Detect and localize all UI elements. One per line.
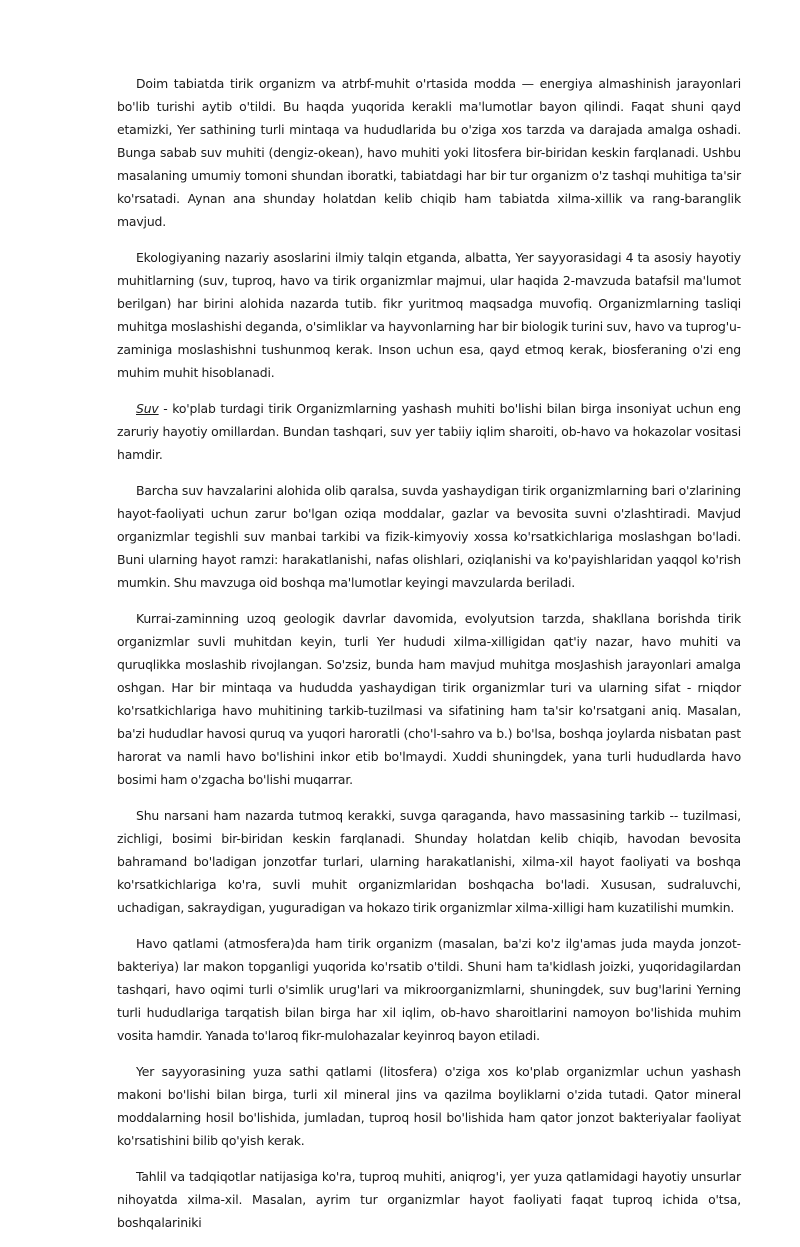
- paragraph-2: [117, 246, 741, 384]
- paragraph-9: [117, 1165, 741, 1234]
- paragraph-text: Kurrai-zaminning uzoq geologik davrlar davomida, evolyutsion tarzda, shakllana borishda tirik organizmlar suvli muhitdan keyin, turli Yer hududi xilma-xilligidan qat'iy nazar, havo muhiti va quruqlikka moslashib rivojlangan. So'zsiz, bunda ham mavjud muhitga mosJashish jarayonlari amalga oshgan. Har bir mintaqa va hududda yashaydigan tirik organizmlar turi va ularning sifat - rniqdor ko'rsatkichlariga havo muhitining tarkib-tuzilmasi va sifatining ham ta'sir ko'rsatgani aniq. Masalan, ba'zi hududlar havosi quruq va yuqori haroratli (cho'l-sahro va b.) bo'lsa, boshqa joylarda nisbatan past harorat va namli havo bo'lishini inkor etib bo'lmaydi. Xuddi shuningdek, yana turli hududlarda havo bosimi ham o'zgacha bo'lishi muqarrar.: [117, 611, 741, 787]
- paragraph-lead-word: Suv: [136, 401, 159, 416]
- paragraph-7: [117, 932, 741, 1047]
- paragraph-text: - ko'plab turdagi tirik Organizmlarning yashash muhiti bo'lishi bilan birga insoniyat uchun eng zaruriy hayotiy omillardan. Bundan tashqari, suv yer tabiiy iqlim sharoiti, ob-havo va hokazolar vositasi hamdir.: [117, 401, 741, 462]
- paragraph-text: Shu narsani ham nazarda tutmoq kerakki, suvga qaraganda, havo massasining tarkib -- tuzilmasi, zichligi, bosimi bir-biridan keskin farqlanadi. Shunday holatdan kelib chiqib, havodan bevosita bahramand bo'ladigan jonzotfar turlari, ularning harakatlanishi, xilma-xil hayot faoliyati va boshqa ko'rsatkichlariga ko'ra, suvli muhit organizmlaridan boshqacha bo'ladi. Xususan, sudraluvchi, uchadigan, sakraydigan, yuguradigan va hokazo tirik organizmlar xilma-xilligi ham kuzatilishi mumkin.: [117, 808, 741, 915]
- paragraph-5: [117, 607, 741, 791]
- paragraph-text: Barcha suv havzalarini alohida olib qaralsa, suvda yashaydigan tirik organizmlarning bari o'zlarining hayot-faoliyati uchun zarur bo'lgan oziqa moddalar, gazlar va bevosita suvni o'zlashtiradi. Mavjud organizmlar tegishli suv manbai tarkibi va fizik-kimyoviy xossa ko'rsatkichlariga moslashgan bo'ladi. Buni ularning hayot ramzi: harakatlanishi, nafas olishlari, oziqlanishi va ko'payishlaridan yaqqol ko'rish mumkin. Shu mavzuga oid boshqa ma'lumotlar keyingi mavzularda beriladi.: [117, 483, 741, 590]
- paragraph-text: Tahlil va tadqiqotlar natijasiga ko'ra, tuproq muhiti, aniqrog'i, yer yuza qatlamidagi hayotiy unsurlar nihoyatda xilma-xil. Masalan, ayrim tur organizmlar hayot faoliyati faqat tuproq ichida o'tsa, boshqalariniki: [117, 1169, 741, 1230]
- paragraph-text: Havo qatlami (atmosfera)da ham tirik organizm (masalan, ba'zi ko'z ilg'amas juda mayda jonzot-bakteriya) lar makon topganligi yuqorida ko'rsatib o'tildi. Shuni ham ta'kidlash joizki, yuqoridagilardan tashqari, havo oqimi turli o'simlik urug'lari va mikroorganizmlarni, shuningdek, suv bug'larini Yerning turli hududlariga tarqatish bilan birga har xil iqlim, ob-havo sharoitlarini namoyon bo'lishida muhim vosita hamdir. Yanada to'laroq fikr-mulohazalar keyinroq bayon etiladi.: [117, 936, 741, 1043]
- paragraph-3: [117, 397, 741, 466]
- document-page: [117, 72, 741, 1247]
- paragraph-8: [117, 1060, 741, 1152]
- paragraph-text: Ekologiyaning nazariy asoslarini ilmiy talqin etganda, albatta, Yer sayyorasidagi 4 ta asosiy hayotiy muhitlarning (suv, tuproq, havo va tirik organizmlar majmui, ular haqida 2-mavzuda batafsil ma'lumot berilgan) har birini alohida nazarda tutib. fikr yuritmoq maqsadga muvofiq. Organizmlarning tasliqi muhitga moslashishi deganda, o'simliklar va hayvonlarning har bir biologik turini suv, havo va tuprog'u-zaminiga moslashishni tushunmoq kerak. Inson uchun esa, qayd etmoq kerak, biosferaning o'zi eng muhim muhit hisoblanadi.: [117, 250, 741, 380]
- paragraph-1: [117, 72, 741, 233]
- paragraph-4: [117, 479, 741, 594]
- paragraph-6: [117, 804, 741, 919]
- paragraph-text: Yer sayyorasining yuza sathi qatlami (litosfera) o'ziga xos ko'plab organizmlar uchun yashash makoni bo'lishi bilan birga, turli xil mineral jins va qazilma boyliklarni o'zida tutadi. Qator mineral moddalarning hosil bo'lishida, jumladan, tuproq hosil bo'lishida ham qator jonzot bakteriyalar faoliyat ko'rsatishini bilib qo'yish kerak.: [117, 1064, 741, 1148]
- paragraph-text: Doim tabiatda tirik organizm va atrbf-muhit o'rtasida modda — energiya almashinish jarayonlari bo'lib turishi aytib o'tildi. Bu haqda yuqorida kerakli ma'lumotlar bayon qilindi. Faqat shuni qayd etamizki, Yer sathining turli mintaqa va hududlarida bu o'ziga xos tarzda va darajada amalga oshadi. Bunga sabab suv muhiti (dengiz-okean), havo muhiti yoki litosfera bir-biridan keskin farqlanadi. Ushbu masalaning umumiy tomoni shundan iboratki, tabiatdagi har bir tur organizm o'z tashqi muhitiga ta'sir ko'rsatadi. Aynan ana shunday holatdan kelib chiqib ham tabiatda xilma-xillik va rang-baranglik mavjud.: [117, 76, 741, 229]
